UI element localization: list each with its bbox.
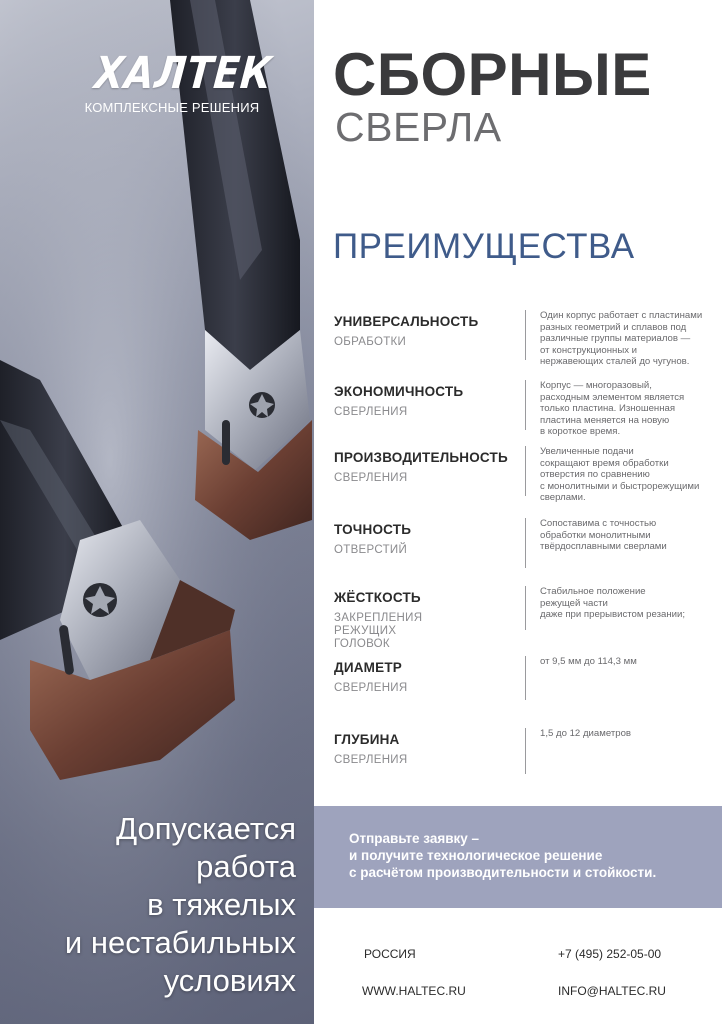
- slogan-line: работа: [196, 849, 296, 884]
- slogan-line: и нестабильных: [64, 925, 296, 960]
- row-divider: [525, 728, 526, 774]
- slogan-line: условиях: [163, 963, 296, 998]
- row-divider: [525, 380, 526, 430]
- desc-line: Стабильное положение: [540, 586, 646, 597]
- advantage-subtitle: [334, 612, 422, 651]
- desc-line: Один корпус работает с пластинами: [540, 310, 703, 321]
- desc-line: от 9,5 мм до 114,3 мм: [540, 656, 637, 667]
- advantage-subtitle-line: ОБРАБОТКИ: [334, 336, 407, 348]
- contact-email[interactable]: INFO@HALTEC.RU: [558, 984, 666, 998]
- advantage-description: [540, 728, 718, 740]
- brand-logo: [82, 48, 275, 115]
- advantage-subtitle-line: СВЕРЛЕНИЯ: [334, 682, 408, 694]
- advantage-subtitle-line: ГОЛОВОК: [334, 638, 390, 650]
- desc-line: Корпус — многоразовый,: [540, 380, 652, 391]
- advantage-name: ЖЁСТКОСТЬ: [334, 590, 421, 605]
- advantage-subtitle-line: ЗАКРЕПЛЕНИЯ: [334, 612, 423, 624]
- desc-line: 1,5 до 12 диаметров: [540, 728, 632, 739]
- advantage-subtitle-line: ОТВЕРСТИЙ: [334, 544, 408, 556]
- desc-line: обработки монолитными: [540, 529, 651, 541]
- slogan: [0, 810, 296, 1000]
- page-title-line1: СБОРНЫЕ: [333, 41, 652, 108]
- product-photo-panel: [0, 0, 314, 1024]
- desc-line: нержавеющих сталей до чугунов.: [540, 356, 690, 368]
- advantage-subtitle: [334, 544, 407, 557]
- contact-phone[interactable]: +7 (495) 252-05-00: [558, 947, 662, 961]
- desc-line: даже при прерывистом резании;: [540, 609, 686, 621]
- desc-line: от конструкционных и: [540, 344, 638, 356]
- advantage-description: [540, 380, 718, 438]
- desc-line: с монолитными и быстрорежущими: [540, 480, 700, 492]
- advantage-subtitle: [334, 754, 407, 767]
- slogan-line: Допускается: [116, 811, 296, 846]
- contact-website[interactable]: WWW.HALTEC.RU: [362, 984, 466, 998]
- page-title-line2: СВЕРЛА: [335, 104, 502, 150]
- advantage-subtitle: [334, 682, 407, 695]
- desc-line: отверстия по сравнению: [540, 469, 650, 481]
- advantage-subtitle-line: СВЕРЛЕНИЯ: [334, 754, 408, 766]
- row-divider: [525, 656, 526, 700]
- advantage-subtitle: [334, 472, 407, 485]
- desc-line: Сопоставима с точностью: [540, 518, 657, 529]
- row-divider: [525, 446, 526, 496]
- row-divider: [525, 518, 526, 568]
- advantage-description: [540, 518, 718, 553]
- advantage-name: ДИАМЕТР: [334, 660, 402, 675]
- advantage-name: ЭКОНОМИЧНОСТЬ: [334, 384, 464, 399]
- logo-tagline: КОМПЛЕКСНЫЕ РЕШЕНИЯ: [84, 100, 260, 115]
- advantage-name: ПРОИЗВОДИТЕЛЬНОСТЬ: [334, 450, 508, 465]
- logo-wordmark: ХАЛТЕК: [92, 48, 275, 99]
- advantage-subtitle-line: СВЕРЛЕНИЯ: [334, 406, 408, 418]
- cta-banner: [314, 806, 722, 908]
- advantage-description: [540, 310, 718, 368]
- advantage-description: [540, 446, 718, 504]
- advantage-subtitle: [334, 406, 407, 419]
- cta-line: с расчётом производительности и стойкости.: [349, 865, 657, 880]
- desc-line: разных геометрий и сплавов под: [540, 321, 687, 333]
- desc-line: Увеличенные подачи: [540, 446, 634, 457]
- desc-line: в короткое время.: [540, 426, 621, 438]
- desc-line: только пластина. Изношенная: [540, 403, 676, 415]
- advantage-subtitle-line: РЕЖУЩИХ: [334, 625, 397, 637]
- desc-line: режущей части: [540, 597, 608, 609]
- desc-line: сверлами.: [540, 492, 586, 504]
- advantage-name: ТОЧНОСТЬ: [334, 522, 412, 537]
- desc-line: твёрдосплавными сверлами: [540, 541, 667, 553]
- desc-line: пластина меняется на новую: [540, 414, 670, 426]
- cta-text: [349, 830, 656, 881]
- desc-line: расходным элементом является: [540, 391, 685, 403]
- advantages-heading: ПРЕИМУЩЕСТВА: [333, 227, 635, 266]
- slogan-line: в тяжелых: [147, 887, 296, 922]
- advantage-description: [540, 586, 718, 621]
- desc-line: сокращают время обработки: [540, 457, 669, 469]
- advantage-description: [540, 656, 718, 668]
- advantage-subtitle-line: СВЕРЛЕНИЯ: [334, 472, 408, 484]
- advantage-subtitle: [334, 336, 406, 349]
- row-divider: [525, 310, 526, 360]
- desc-line: различные группы материалов —: [540, 333, 691, 345]
- row-divider: [525, 586, 526, 630]
- cta-line: и получите технологическое решение: [349, 848, 603, 863]
- cta-line: Отправьте заявку –: [349, 831, 480, 846]
- advantage-name: ГЛУБИНА: [334, 732, 400, 747]
- advantage-name: УНИВЕРСАЛЬНОСТЬ: [334, 314, 479, 329]
- contact-country: РОССИЯ: [364, 947, 416, 961]
